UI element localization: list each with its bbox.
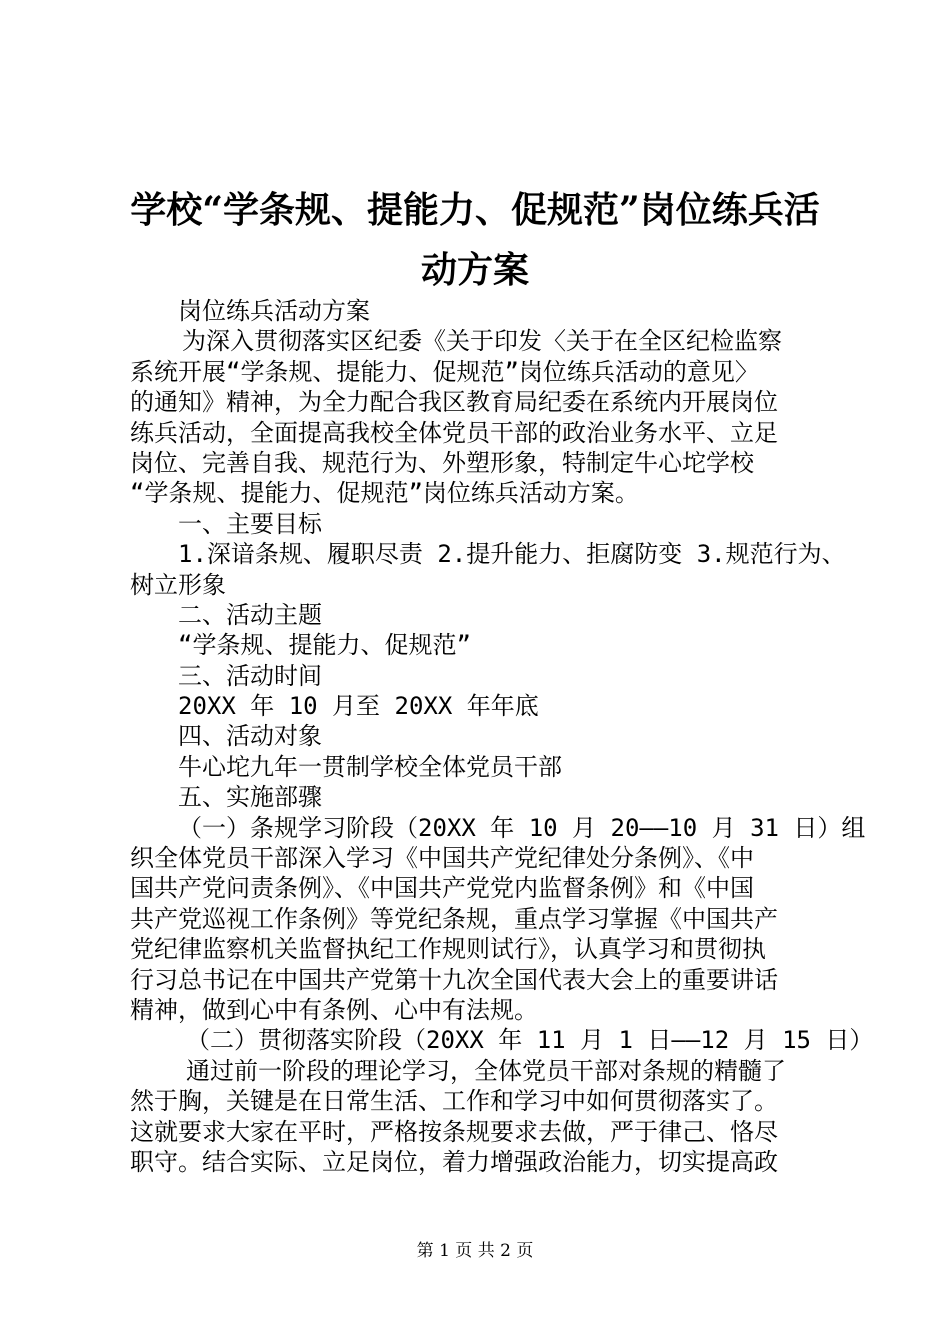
paragraph-line: “学条规、提能力、促规范” [178, 631, 471, 660]
paragraph-line: 1.深谙条规、履职尽责 2.提升能力、拒腐防变 3.规范行为、 [178, 540, 846, 569]
section-heading: 二、活动主题 [178, 600, 322, 629]
paragraph-line: 职守。结合实际、立足岗位，着力增强政治能力，切实提高政 [130, 1147, 778, 1176]
paragraph-line: 树立形象 [130, 570, 226, 599]
section-heading: 四、活动对象 [178, 722, 322, 751]
paragraph-line: 行习总书记在中国共产党第十九次全国代表大会上的重要讲话 [130, 965, 778, 994]
section-heading: 岗位练兵活动方案 [178, 297, 370, 325]
paragraph-line: 精神，做到心中有条例、心中有法规。 [130, 995, 538, 1024]
paragraph-line: 织全体党员干部深入学习《中国共产党纪律处分条例》、《中 [130, 844, 754, 873]
paragraph-line: （二）贯彻落实阶段（20XX 年 11 月 1 日——12 月 15 日） [186, 1026, 874, 1055]
page-number-footer: 第 1 页 共 2 页 [416, 1241, 534, 1261]
paragraph-line: 系统开展“学条规、提能力、促规范”岗位练兵活动的意见〉 [130, 357, 759, 386]
document-title-line-1: 学校“学条规、提能力、促规范”岗位练兵活 [130, 189, 820, 231]
paragraph-line: 为深入贯彻落实区纪委《关于印发〈关于在全区纪检监察 [182, 327, 782, 356]
paragraph-line: “学条规、提能力、促规范”岗位练兵活动方案。 [130, 479, 639, 508]
paragraph-line: 20XX 年 10 月至 20XX 年年底 [178, 692, 539, 721]
paragraph-line: 然于胸，关键是在日常生活、工作和学习中如何贯彻落实了。 [130, 1087, 778, 1116]
document-body [130, 296, 874, 1177]
paragraph-line: 通过前一阶段的理论学习，全体党员干部对条规的精髓了 [186, 1056, 786, 1085]
section-heading: 一、主要目标 [178, 509, 322, 538]
document-title-line-2: 动方案 [420, 249, 529, 291]
paragraph-line: 练兵活动，全面提高我校全体党员干部的政治业务水平、立足 [130, 418, 778, 447]
paragraph-line: 的通知》精神，为全力配合我区教育局纪委在系统内开展岗位 [130, 388, 778, 417]
paragraph-line: 国共产党问责条例》、《中国共产党党内监督条例》和《中国 [130, 874, 754, 903]
paragraph-line: 岗位、完善自我、规范行为、外塑形象，特制定牛心坨学校 [130, 448, 754, 477]
paragraph-line: 牛心坨九年一贯制学校全体党员干部 [178, 752, 562, 781]
paragraph-line: 党纪律监察机关监督执纪工作规则试行》，认真学习和贯彻执 [130, 935, 766, 964]
paragraph-line: （一）条规学习阶段（20XX 年 10 月 20——10 月 31 日）组 [178, 813, 866, 842]
section-heading: 三、活动时间 [178, 661, 322, 690]
section-heading: 五、实施部骤 [178, 783, 322, 812]
paragraph-line: 共产党巡视工作条例》等党纪条规，重点学习掌握《中国共产 [130, 904, 778, 933]
paragraph-line: 这就要求大家在平时，严格按条规要求去做，严于律己、恪尽 [130, 1117, 778, 1146]
